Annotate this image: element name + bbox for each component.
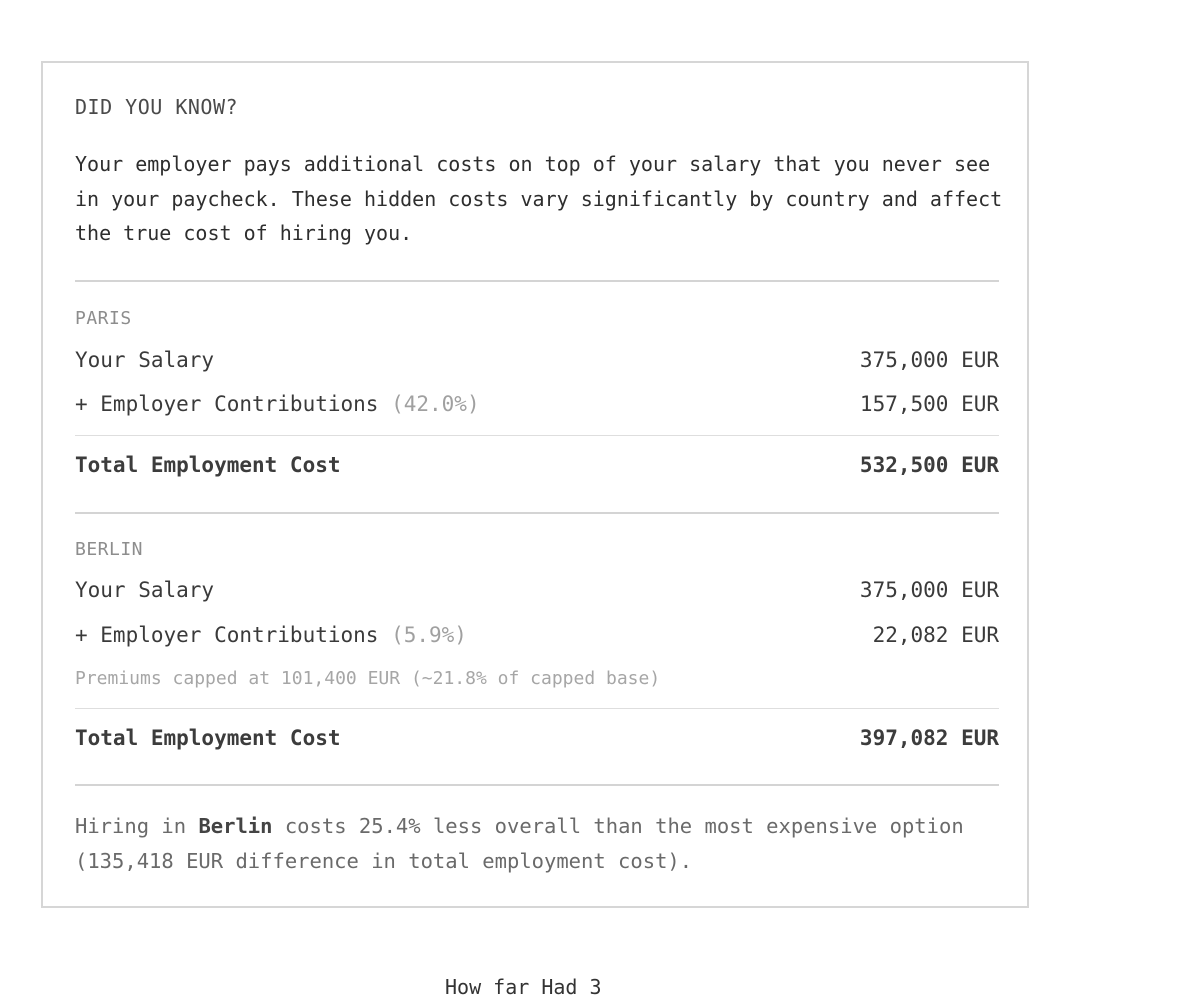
total-value: 532,500 EUR <box>859 453 999 477</box>
next-section-heading: How far Had 3 <box>445 975 602 999</box>
divider <box>75 280 999 282</box>
summary-suffix: costs 25.4% less overall than the most expensive option (135,418 EUR difference in total employment cost). <box>75 814 964 873</box>
comparison-summary <box>75 809 1015 879</box>
divider <box>75 512 999 514</box>
salary-value: 375,000 EUR <box>859 348 999 372</box>
card-intro-text: Your employer pays additional costs on top of your salary that you never see in your paycheck. These hidden costs vary significantly by country and affect the true cost of hiring you. <box>75 152 1003 245</box>
contributions-row-berlin <box>75 623 999 647</box>
contributions-label: + Employer Contributions <box>75 392 379 416</box>
divider <box>75 784 999 786</box>
contributions-row-paris <box>75 392 999 416</box>
city-heading-paris: PARIS <box>75 308 132 329</box>
salary-row-paris <box>75 348 999 372</box>
divider <box>75 708 999 709</box>
contributions-value: 157,500 EUR <box>859 392 999 416</box>
total-label: Total Employment Cost <box>75 726 341 750</box>
city-heading-berlin: BERLIN <box>75 539 144 560</box>
divider <box>75 435 999 436</box>
contributions-label: + Employer Contributions <box>75 623 379 647</box>
total-row-berlin <box>75 726 999 750</box>
summary-prefix: Hiring in <box>75 814 187 838</box>
total-row-paris <box>75 453 999 477</box>
total-label: Total Employment Cost <box>75 453 341 477</box>
contributions-percent: (5.9%) <box>391 623 467 647</box>
contributions-percent: (42.0%) <box>391 392 480 416</box>
card-heading: DID YOU KNOW? <box>75 95 239 119</box>
summary-city: Berlin <box>198 814 273 838</box>
total-value: 397,082 EUR <box>859 726 999 750</box>
contributions-value: 22,082 EUR <box>872 623 999 647</box>
contributions-cap-note: Premiums capped at 101,400 EUR (~21.8% of capped base) <box>75 668 661 689</box>
salary-row-berlin <box>75 578 999 602</box>
salary-value: 375,000 EUR <box>859 578 999 602</box>
salary-label: Your Salary <box>75 578 215 602</box>
salary-label: Your Salary <box>75 348 215 372</box>
did-you-know-card <box>41 61 1029 908</box>
